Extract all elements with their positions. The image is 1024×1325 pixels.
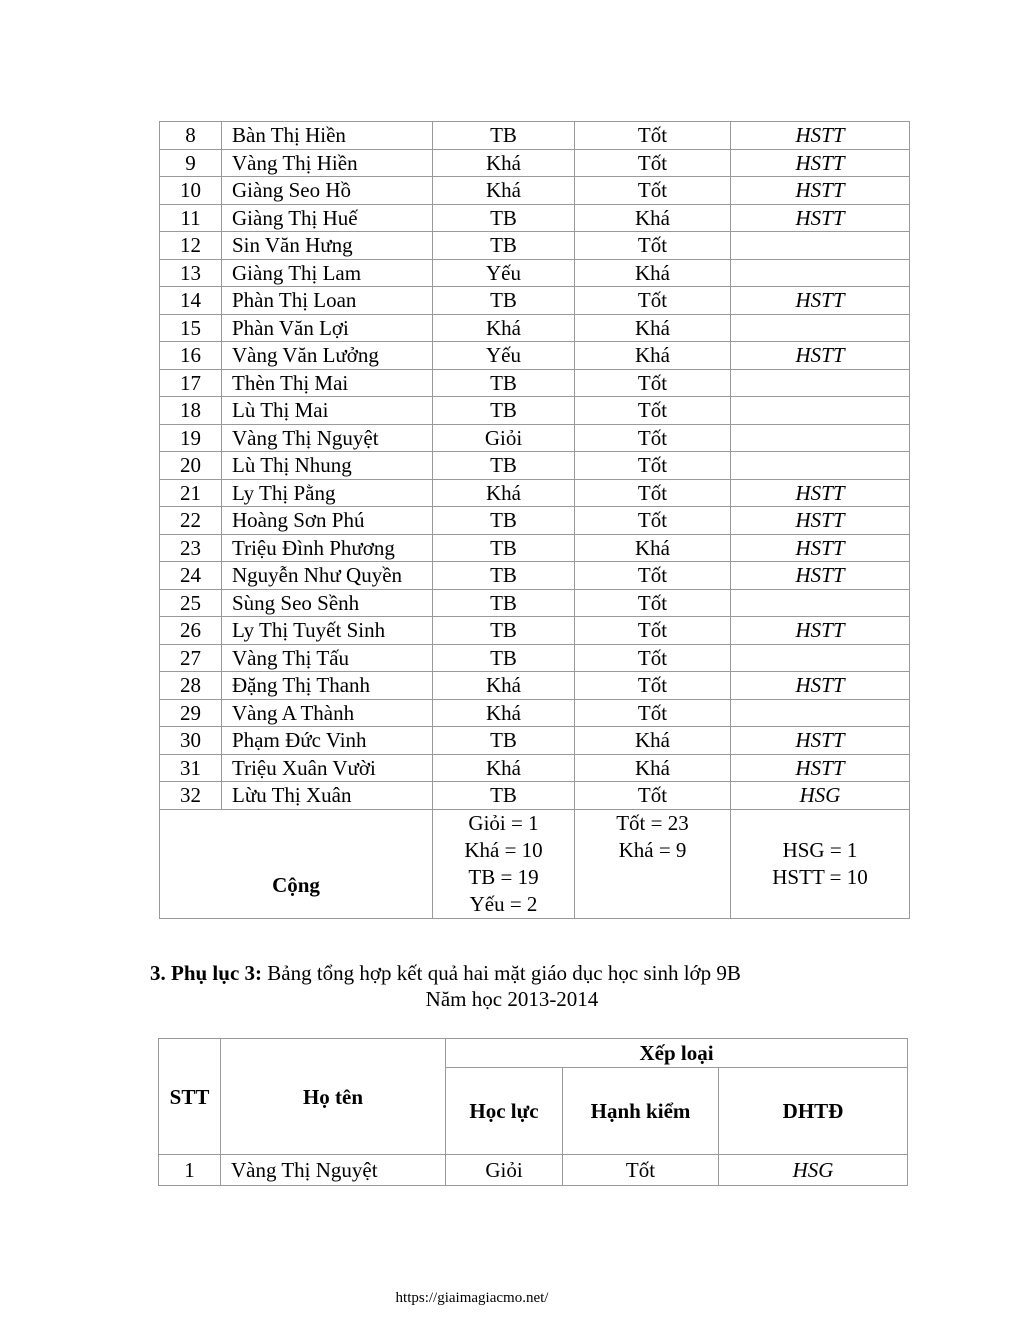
hanh-kiem-cell: Tốt bbox=[575, 782, 731, 810]
hanh-kiem-cell: Tốt bbox=[575, 644, 731, 672]
table-row bbox=[160, 314, 910, 342]
name-cell: Vàng Thị Nguyệt bbox=[222, 424, 433, 452]
total-hoc-luc-line: Khá = 10 bbox=[464, 837, 543, 862]
dhtd-cell: HSTT bbox=[731, 177, 910, 205]
hanh-kiem-cell: Tốt bbox=[575, 424, 731, 452]
section-heading bbox=[150, 958, 870, 988]
name-cell: Triệu Xuân Vười bbox=[222, 754, 433, 782]
dhtd-cell: HSTT bbox=[731, 617, 910, 645]
hanh-kiem-cell: Khá bbox=[575, 204, 731, 232]
hanh-kiem-cell: Tốt bbox=[575, 369, 731, 397]
name-cell: Ly Thị Pằng bbox=[222, 479, 433, 507]
dhtd-cell bbox=[731, 644, 910, 672]
section-subtitle: Năm học 2013-2014 bbox=[425, 987, 599, 1011]
footer-url: https://giaimagiacmo.net/ bbox=[395, 1290, 549, 1306]
total-hanh-kiem bbox=[575, 809, 731, 918]
stt-cell: 8 bbox=[160, 122, 222, 150]
table-row bbox=[160, 397, 910, 425]
hanh-kiem-cell: Tốt bbox=[575, 479, 731, 507]
total-row bbox=[160, 809, 910, 918]
hoc-luc-cell: Khá bbox=[433, 754, 575, 782]
hoc-luc-cell: Khá bbox=[433, 699, 575, 727]
name-cell: Đặng Thị Thanh bbox=[222, 672, 433, 700]
stt-cell: 15 bbox=[160, 314, 222, 342]
header-hoc-luc: Học lực bbox=[446, 1068, 563, 1155]
table-row bbox=[160, 534, 910, 562]
name-cell: Lù Thị Mai bbox=[222, 397, 433, 425]
hoc-luc-cell: Yếu bbox=[433, 342, 575, 370]
hoc-luc-cell: TB bbox=[433, 617, 575, 645]
dhtd-cell: HSTT bbox=[731, 562, 910, 590]
hoc-luc-cell: TB bbox=[433, 562, 575, 590]
hanh-kiem-cell: Tốt bbox=[575, 232, 731, 260]
hoc-luc-cell: Khá bbox=[433, 177, 575, 205]
hoc-luc-cell: Giỏi bbox=[433, 424, 575, 452]
hanh-kiem-cell: Khá bbox=[575, 314, 731, 342]
stt-cell: 13 bbox=[160, 259, 222, 287]
stt-cell: 12 bbox=[160, 232, 222, 260]
table-row bbox=[160, 232, 910, 260]
hoc-luc-cell: TB bbox=[433, 782, 575, 810]
header-name: Họ tên bbox=[221, 1039, 446, 1155]
stt-cell: 1 bbox=[159, 1155, 221, 1186]
name-cell: Hoàng Sơn Phú bbox=[222, 507, 433, 535]
stt-cell: 9 bbox=[160, 149, 222, 177]
name-cell: Phàn Văn Lợi bbox=[222, 314, 433, 342]
hoc-luc-cell: TB bbox=[433, 507, 575, 535]
name-cell: Thèn Thị Mai bbox=[222, 369, 433, 397]
name-cell: Ly Thị Tuyết Sinh bbox=[222, 617, 433, 645]
hoc-luc-cell: TB bbox=[433, 369, 575, 397]
name-cell: Sùng Seo Sềnh bbox=[222, 589, 433, 617]
table-row bbox=[160, 259, 910, 287]
dhtd-cell bbox=[731, 424, 910, 452]
name-cell: Vàng Thị Nguyệt bbox=[221, 1155, 446, 1186]
stt-cell: 25 bbox=[160, 589, 222, 617]
name-cell: Bàn Thị Hiền bbox=[222, 122, 433, 150]
dhtd-cell bbox=[731, 259, 910, 287]
dhtd-cell: HSG bbox=[731, 782, 910, 810]
dhtd-cell: HSG bbox=[719, 1155, 908, 1186]
dhtd-cell bbox=[731, 232, 910, 260]
hoc-luc-cell: TB bbox=[433, 287, 575, 315]
hoc-luc-cell: TB bbox=[433, 397, 575, 425]
name-cell: Sin Văn Hưng bbox=[222, 232, 433, 260]
class-9b-table-body bbox=[159, 1155, 908, 1186]
dhtd-cell: HSTT bbox=[731, 534, 910, 562]
hanh-kiem-cell: Tốt bbox=[575, 562, 731, 590]
table-row bbox=[160, 699, 910, 727]
dhtd-cell: HSTT bbox=[731, 479, 910, 507]
total-hoc-luc-line: TB = 19 bbox=[468, 864, 539, 889]
dhtd-cell bbox=[731, 369, 910, 397]
table-row bbox=[160, 122, 910, 150]
name-cell: Vàng Văn Lưởng bbox=[222, 342, 433, 370]
total-label: Cộng bbox=[160, 809, 433, 918]
name-cell: Vàng Thị Tấu bbox=[222, 644, 433, 672]
stt-cell: 10 bbox=[160, 177, 222, 205]
stt-cell: 26 bbox=[160, 617, 222, 645]
table-row bbox=[160, 644, 910, 672]
hoc-luc-cell: TB bbox=[433, 232, 575, 260]
table-row bbox=[160, 177, 910, 205]
dhtd-cell: HSTT bbox=[731, 507, 910, 535]
header-xep-loai: Xếp loại bbox=[446, 1039, 908, 1068]
stt-cell: 17 bbox=[160, 369, 222, 397]
class-9b-table bbox=[158, 1038, 908, 1186]
section-title: Bảng tổng hợp kết quả hai mặt giáo dục học sinh lớp 9B bbox=[262, 961, 741, 985]
dhtd-cell: HSTT bbox=[731, 287, 910, 315]
name-cell: Lừu Thị Xuân bbox=[222, 782, 433, 810]
total-hanh-kiem-line: Khá = 9 bbox=[618, 837, 687, 862]
hoc-luc-cell: TB bbox=[433, 589, 575, 617]
hanh-kiem-cell: Tốt bbox=[575, 699, 731, 727]
table-row bbox=[160, 342, 910, 370]
hanh-kiem-cell: Khá bbox=[575, 727, 731, 755]
section-prefix: 3. Phụ lục 3: bbox=[150, 961, 263, 985]
hanh-kiem-cell: Tốt bbox=[575, 507, 731, 535]
hoc-luc-cell: TB bbox=[433, 452, 575, 480]
name-cell: Giàng Thị Lam bbox=[222, 259, 433, 287]
total-dhtd bbox=[731, 809, 910, 918]
table-row bbox=[160, 617, 910, 645]
dhtd-cell: HSTT bbox=[731, 672, 910, 700]
stt-cell: 30 bbox=[160, 727, 222, 755]
table-row bbox=[160, 589, 910, 617]
stt-cell: 11 bbox=[160, 204, 222, 232]
stt-cell: 22 bbox=[160, 507, 222, 535]
name-cell: Phàn Thị Loan bbox=[222, 287, 433, 315]
hoc-luc-cell: TB bbox=[433, 122, 575, 150]
hanh-kiem-cell: Khá bbox=[575, 259, 731, 287]
table-row bbox=[159, 1155, 908, 1186]
dhtd-cell: HSTT bbox=[731, 754, 910, 782]
stt-cell: 16 bbox=[160, 342, 222, 370]
stt-cell: 19 bbox=[160, 424, 222, 452]
dhtd-cell bbox=[731, 699, 910, 727]
header-dhtd: DHTĐ bbox=[719, 1068, 908, 1155]
hanh-kiem-cell: Tốt bbox=[575, 589, 731, 617]
table-row bbox=[160, 424, 910, 452]
stt-cell: 23 bbox=[160, 534, 222, 562]
hanh-kiem-cell: Tốt bbox=[575, 452, 731, 480]
hanh-kiem-cell: Tốt bbox=[575, 149, 731, 177]
name-cell: Giàng Thị Huế bbox=[222, 204, 433, 232]
hoc-luc-cell: TB bbox=[433, 204, 575, 232]
table-row bbox=[160, 204, 910, 232]
hoc-luc-cell: TB bbox=[433, 644, 575, 672]
dhtd-cell bbox=[731, 589, 910, 617]
table-row bbox=[160, 727, 910, 755]
table-row bbox=[160, 782, 910, 810]
table-row bbox=[160, 149, 910, 177]
table-row bbox=[160, 287, 910, 315]
name-cell: Nguyễn Như Quyền bbox=[222, 562, 433, 590]
hanh-kiem-cell: Tốt bbox=[575, 122, 731, 150]
stt-cell: 24 bbox=[160, 562, 222, 590]
hoc-luc-cell: Khá bbox=[433, 672, 575, 700]
results-table-body bbox=[160, 122, 910, 810]
header-hanh-kiem: Hạnh kiểm bbox=[563, 1068, 719, 1155]
stt-cell: 18 bbox=[160, 397, 222, 425]
stt-cell: 28 bbox=[160, 672, 222, 700]
hoc-luc-cell: Yếu bbox=[433, 259, 575, 287]
dhtd-cell bbox=[731, 452, 910, 480]
total-hoc-luc-line: Yếu = 2 bbox=[469, 891, 538, 916]
dhtd-cell: HSTT bbox=[731, 204, 910, 232]
dhtd-cell: HSTT bbox=[731, 122, 910, 150]
stt-cell: 32 bbox=[160, 782, 222, 810]
hanh-kiem-cell: Khá bbox=[575, 342, 731, 370]
stt-cell: 31 bbox=[160, 754, 222, 782]
hanh-kiem-cell: Tốt bbox=[575, 672, 731, 700]
header-stt: STT bbox=[159, 1039, 221, 1155]
total-hoc-luc bbox=[433, 809, 575, 918]
name-cell: Vàng Thị Hiền bbox=[222, 149, 433, 177]
hoc-luc-cell: TB bbox=[433, 534, 575, 562]
stt-cell: 21 bbox=[160, 479, 222, 507]
hanh-kiem-cell: Tốt bbox=[575, 397, 731, 425]
results-table-continued bbox=[159, 121, 910, 919]
table-row bbox=[160, 452, 910, 480]
table-row bbox=[160, 507, 910, 535]
dhtd-cell: HSTT bbox=[731, 149, 910, 177]
dhtd-cell bbox=[731, 397, 910, 425]
stt-cell: 14 bbox=[160, 287, 222, 315]
stt-cell: 20 bbox=[160, 452, 222, 480]
table-row bbox=[160, 672, 910, 700]
stt-cell: 29 bbox=[160, 699, 222, 727]
dhtd-cell bbox=[731, 314, 910, 342]
hanh-kiem-cell: Tốt bbox=[575, 287, 731, 315]
name-cell: Giàng Seo Hồ bbox=[222, 177, 433, 205]
stt-cell: 27 bbox=[160, 644, 222, 672]
total-dhtd-line: HSTT = 10 bbox=[772, 864, 868, 889]
table-row bbox=[160, 479, 910, 507]
hoc-luc-cell: TB bbox=[433, 727, 575, 755]
hanh-kiem-cell: Khá bbox=[575, 534, 731, 562]
total-hoc-luc-line: Giỏi = 1 bbox=[468, 810, 539, 835]
table-row bbox=[160, 754, 910, 782]
name-cell: Triệu Đình Phương bbox=[222, 534, 433, 562]
total-hanh-kiem-line: Tốt = 23 bbox=[616, 810, 689, 835]
table-row bbox=[160, 369, 910, 397]
hoc-luc-cell: Khá bbox=[433, 314, 575, 342]
total-dhtd-line: HSG = 1 bbox=[782, 837, 858, 862]
table-row bbox=[160, 562, 910, 590]
hoc-luc-cell: Giỏi bbox=[446, 1155, 563, 1186]
hanh-kiem-cell: Tốt bbox=[575, 177, 731, 205]
hanh-kiem-cell: Tốt bbox=[563, 1155, 719, 1186]
name-cell: Phạm Đức Vinh bbox=[222, 727, 433, 755]
hoc-luc-cell: Khá bbox=[433, 149, 575, 177]
hanh-kiem-cell: Tốt bbox=[575, 617, 731, 645]
name-cell: Lù Thị Nhung bbox=[222, 452, 433, 480]
hanh-kiem-cell: Khá bbox=[575, 754, 731, 782]
dhtd-cell: HSTT bbox=[731, 727, 910, 755]
hoc-luc-cell: Khá bbox=[433, 479, 575, 507]
dhtd-cell: HSTT bbox=[731, 342, 910, 370]
name-cell: Vàng A Thành bbox=[222, 699, 433, 727]
